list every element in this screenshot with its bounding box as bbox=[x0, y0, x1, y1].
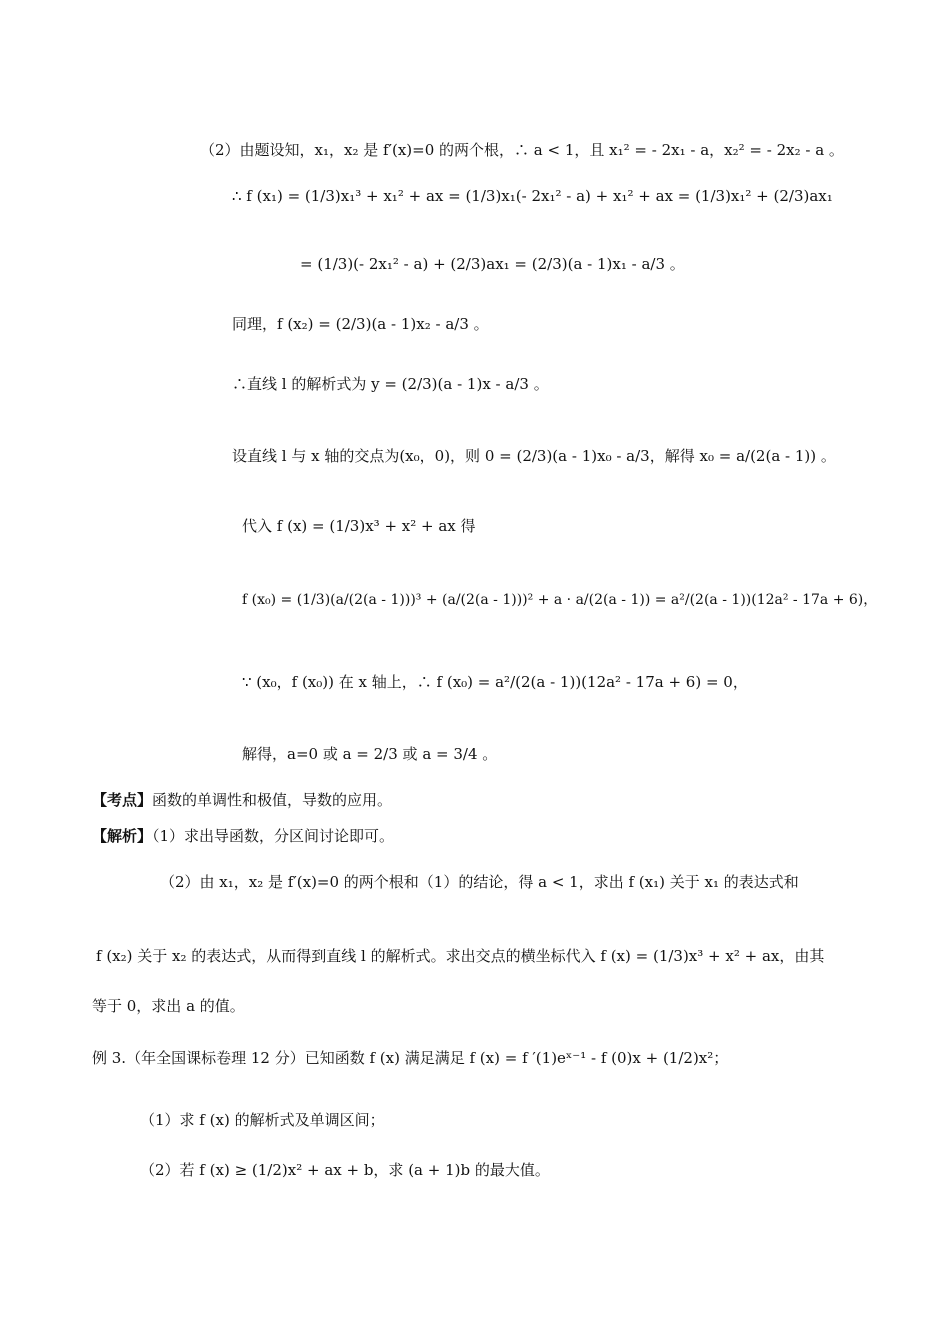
line-text: f (x₀) = (1/3)(a/(2(a - 1)))³ + (a/(2(a - 1)))² + a · a/(2(a - 1)) = a²/(2(a - 1))(12a² - 17a + 6)， bbox=[242, 592, 878, 608]
solution-intersection-line bbox=[232, 446, 836, 466]
example-3-question-2 bbox=[140, 1160, 550, 1180]
solution-fx1-continued-line bbox=[300, 254, 685, 274]
line-text: = (1/3)(- 2x₁² - a) + (2/3)ax₁ = (2/3)(a - 1)x₁ - a/3 。 bbox=[300, 255, 685, 273]
solution-result-line bbox=[242, 744, 497, 764]
line-text: ∵ (x₀，f (x₀)) 在 x 轴上，∴ f (x₀) = a²/(2(a - 1))(12a² - 17a + 6) = 0， bbox=[242, 673, 748, 691]
line-text: 例 3.（年全国课标卷理 12 分）已知函数 f (x) 满足满足 f (x) = f ′(1)eˣ⁻¹ - f (0)x + (1/2)x²； bbox=[92, 1049, 729, 1067]
example-3-heading bbox=[92, 1048, 728, 1068]
line-text: f (x₂) 关于 x₂ 的表达式，从而得到直线 l 的解析式。求出交点的横坐标代入 f (x) = (1/3)x³ + x² + ax，由其 bbox=[96, 947, 825, 965]
jiexi-part2-line2 bbox=[96, 946, 824, 966]
solution-on-x-axis-line bbox=[242, 672, 748, 692]
kaodian-tag: 【考点】 bbox=[92, 791, 153, 809]
line-text: （1）求 f (x) 的解析式及单调区间； bbox=[140, 1111, 385, 1129]
solution-fx2-line bbox=[232, 314, 489, 334]
jiexi-part2-line3 bbox=[92, 996, 245, 1016]
kaodian-text: 函数的单调性和极值，导数的应用。 bbox=[152, 791, 393, 809]
line-text: 同理，f (x₂) = (2/3)(a - 1)x₂ - a/3 。 bbox=[232, 315, 489, 333]
line-text: 设直线 l 与 x 轴的交点为(x₀，0)，则 0 = (2/3)(a - 1)x₀ - a/3，解得 x₀ = a/(2(a - 1)) 。 bbox=[232, 447, 836, 465]
jiexi-line bbox=[92, 826, 394, 846]
line-text: （2）由题设知，x₁，x₂ 是 f′(x)=0 的两个根，∴ a < 1，且 x₁² = - 2x₁ - a，x₂² = - 2x₂ - a 。 bbox=[200, 141, 844, 159]
line-text: 解得，a=0 或 a = 2/3 或 a = 3/4 。 bbox=[242, 745, 498, 763]
line-text: （2）由 x₁，x₂ 是 f′(x)=0 的两个根和（1）的结论，得 a < 1，求出 f (x₁) 关于 x₁ 的表达式和 bbox=[160, 873, 799, 891]
line-text: ∴直线 l 的解析式为 y = (2/3)(a - 1)x - a/3 。 bbox=[232, 375, 549, 393]
solution-part2-line1 bbox=[200, 140, 844, 160]
solution-fx1-line bbox=[232, 186, 833, 206]
example-3-question-1 bbox=[140, 1110, 385, 1130]
jiexi-part2-line1 bbox=[160, 872, 799, 892]
line-text: （2）若 f (x) ≥ (1/2)x² + ax + b，求 (a + 1)b 的最大值。 bbox=[140, 1161, 550, 1179]
solution-fx0-expansion-line bbox=[242, 590, 877, 610]
line-text: 代入 f (x) = (1/3)x³ + x² + ax 得 bbox=[242, 517, 476, 535]
jiexi-tag: 【解析】 bbox=[92, 827, 153, 845]
line-text: ∴ f (x₁) = (1/3)x₁³ + x₁² + ax = (1/3)x₁(- 2x₁² - a) + x₁² + ax = (1/3)x₁² + (2/3)ax₁ bbox=[232, 187, 833, 205]
kaodian-line bbox=[92, 790, 392, 810]
solution-line-l-equation bbox=[232, 374, 549, 394]
jiexi-text: （1）求出导函数，分区间讨论即可。 bbox=[152, 827, 395, 845]
line-text: 等于 0，求出 a 的值。 bbox=[92, 997, 245, 1015]
solution-substitute-line bbox=[242, 516, 476, 536]
